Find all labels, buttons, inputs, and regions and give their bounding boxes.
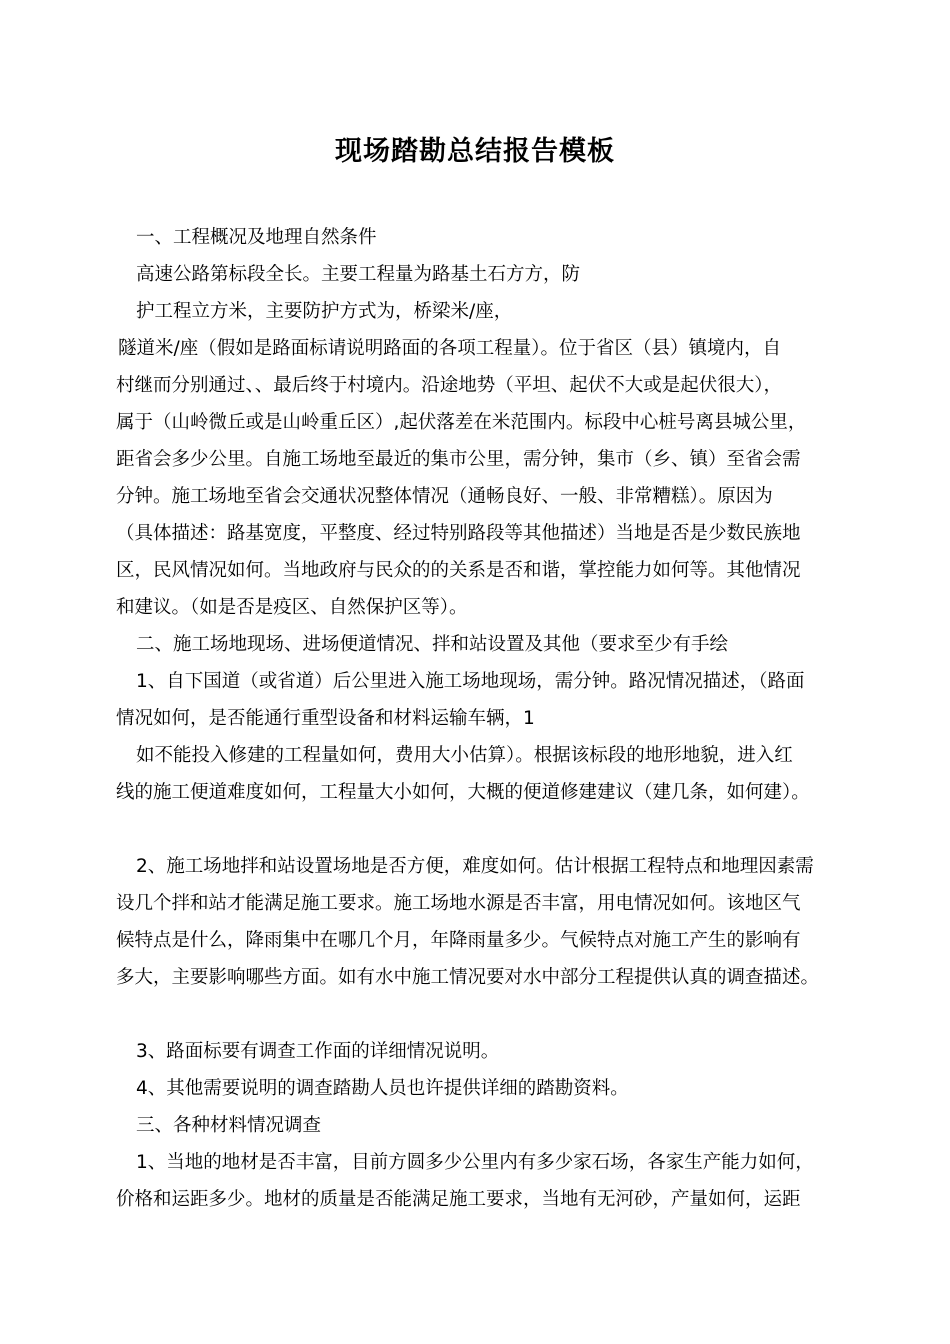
paragraph-line: 护工程立方米，主要防护方式为，桥梁米/座， — [136, 301, 513, 322]
paragraph-line: 2、施工场地拌和站设置场地是否方便，难度如何。估计根据工程特点和地理因素需 — [136, 856, 814, 877]
section-heading-3: 三、各种材料情况调查 — [136, 1115, 322, 1136]
section-heading-2: 二、施工场地现场、进场便道情况、拌和站设置及其他（要求至少有手绘 — [136, 634, 729, 655]
paragraph-line: 村继而分别通过、、最后终于村境内。沿途地势（平坦、起伏不大或是起伏很大）， — [116, 375, 783, 396]
paragraph-line: 3、路面标要有调查工作面的详细情况说明。 — [136, 1041, 500, 1062]
paragraph-line: 候特点是什么，降雨集中在哪几个月，年降雨量多少。气候特点对施工产生的影响有 — [116, 930, 801, 951]
paragraph-line: 隧道米/座（假如是路面标请说明路面的各项工程量）。位于省区（县）镇境内，自 — [118, 338, 781, 359]
paragraph-line: 多大，主要影响哪些方面。如有水中施工情况要对水中部分工程提供认真的调查描述。 — [116, 967, 820, 988]
paragraph-line: 设几个拌和站才能满足施工要求。施工场地水源是否丰富，用电情况如何。该地区气 — [116, 893, 801, 914]
paragraph-line: 属于（山岭微丘或是山岭重丘区）,起伏落差在米范围内。标段中心桩号离县城公里， — [116, 412, 807, 433]
paragraph-line: 情况如何，是否能通行重型设备和材料运输车辆，1 — [116, 708, 535, 729]
paragraph-line: 价格和运距多少。地材的质量是否能满足施工要求，当地有无河砂，产量如何，运距 — [116, 1189, 801, 1210]
paragraph-line: 4、其他需要说明的调查踏勘人员也许提供详细的踏勘资料。 — [136, 1078, 629, 1099]
paragraph-line: 分钟。施工场地至省会交通状况整体情况（通畅良好、一般、非常糟糕）。原因为 — [116, 486, 773, 507]
paragraph-line: 距省会多少公里。自施工场地至最近的集市公里，需分钟，集市（乡、镇）至省会需 — [116, 449, 801, 470]
paragraph-line: 如不能投入修建的工程量如何，费用大小估算）。根据该标段的地形地貌，进入红 — [136, 745, 793, 766]
paragraph-line: 区，民风情况如何。当地政府与民众的的关系是否和谐，掌控能力如何等。其他情况 — [116, 560, 801, 581]
paragraph-line: 和建议。（如是否是疫区、自然保护区等）。 — [116, 597, 468, 618]
paragraph-line: 高速公路第标段全长。主要工程量为路基土石方方，防 — [136, 264, 581, 285]
paragraph-line: 1、当地的地材是否丰富，目前方圆多少公里内有多少家石场，各家生产能力如何， — [136, 1152, 814, 1173]
document-title: 现场踏勘总结报告模板 — [335, 136, 615, 167]
paragraph-line: 1、自下国道（或省道）后公里进入施工场地现场，需分钟。路况情况描述，（路面 — [136, 671, 805, 692]
paragraph-line: 线的施工便道难度如何，工程量大小如何，大概的便道修建建议（建几条，如何建）。 — [116, 782, 810, 803]
paragraph-line: （具体描述：路基宽度，平整度、经过特别路段等其他描述）当地是否是少数民族地 — [116, 523, 801, 544]
section-heading-1: 一、工程概况及地理自然条件 — [136, 227, 377, 248]
